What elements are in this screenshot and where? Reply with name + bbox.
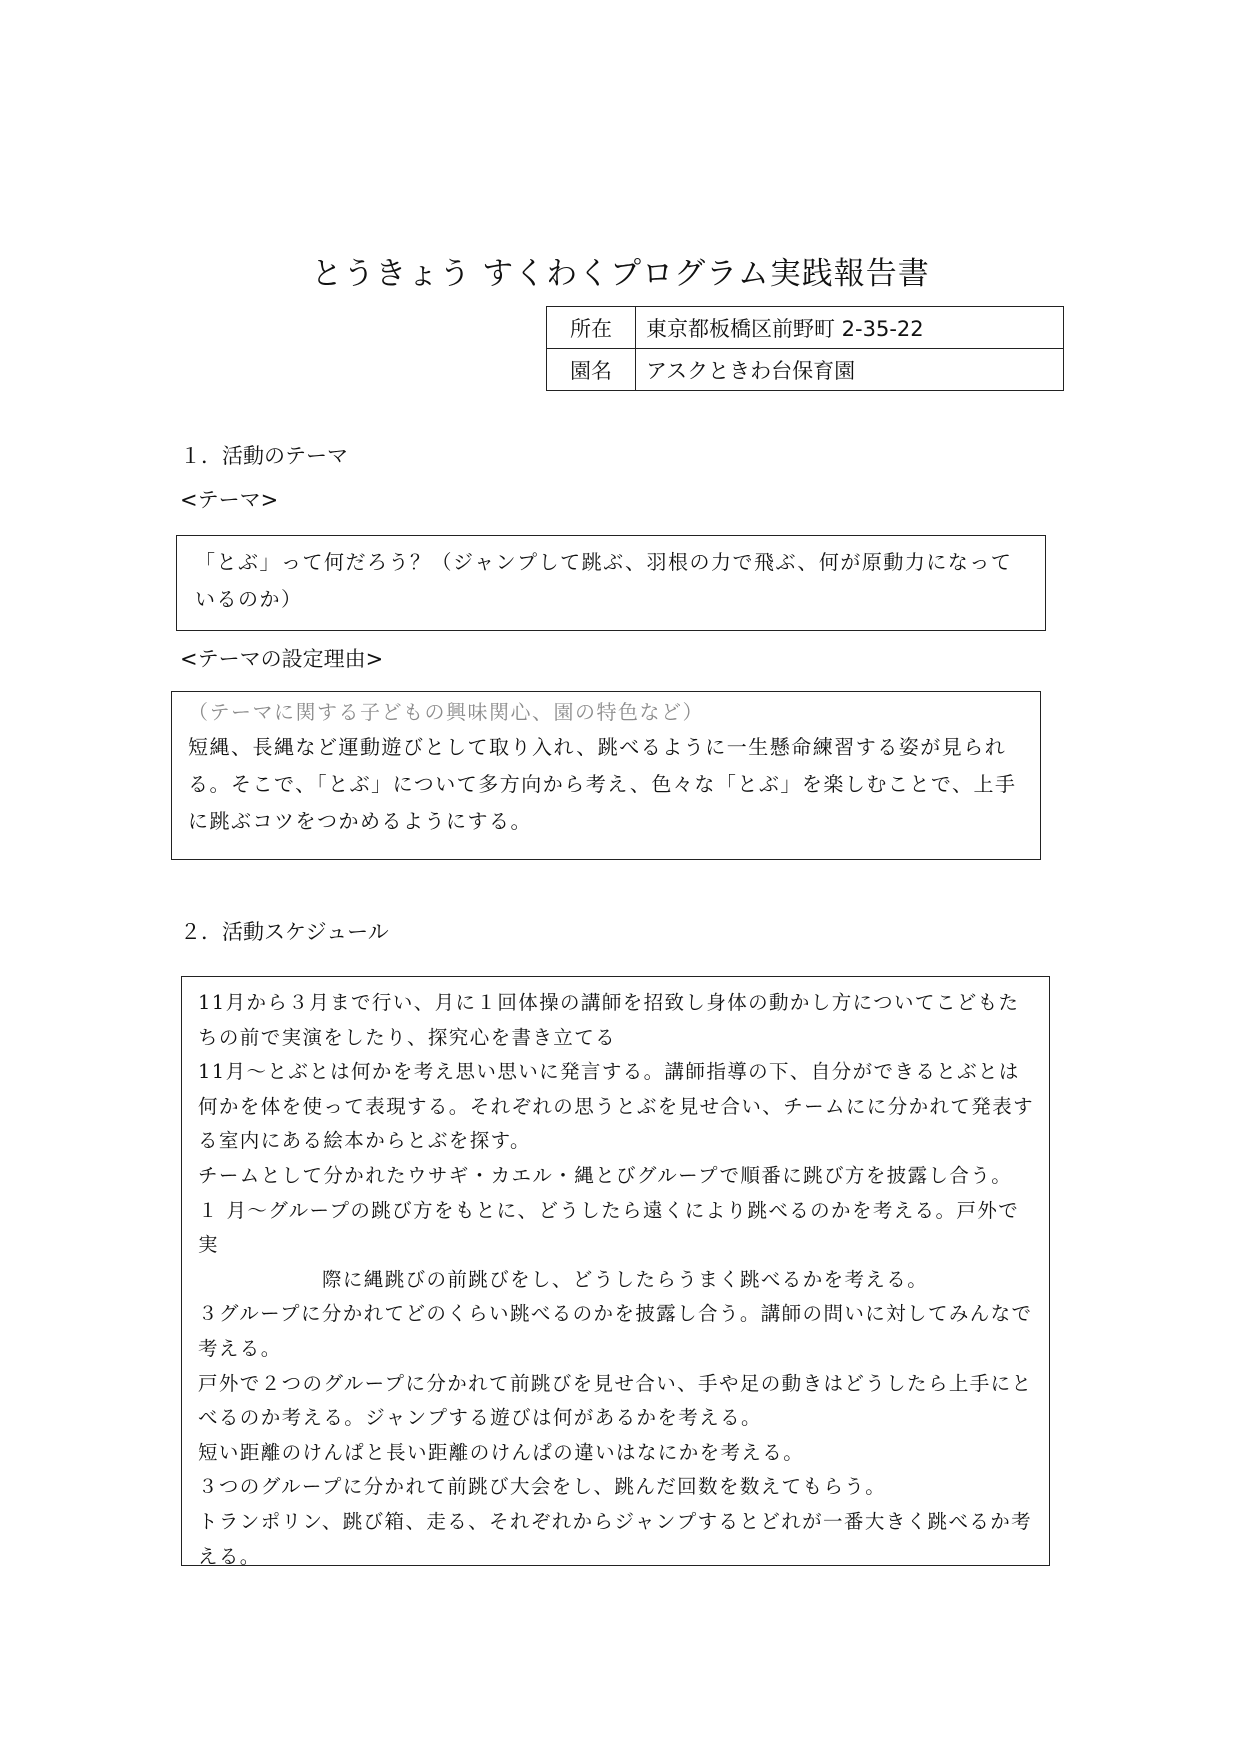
location-label: 所在 (547, 307, 636, 349)
schedule-line: 戸外で２つのグループに分かれて前跳びを見せ合い、手や足の動きはどうしたら上手にとべるのか考える。ジャンプする遊びは何があるかを考える。 (198, 1371, 1033, 1430)
schedule-line: １ 月～グループの跳び方をもとに、どうしたら遠くにより跳べるのかを考える。戸外で実 (198, 1198, 1020, 1257)
schedule-line: 11月から３月まで行い、月に１回体操の講師を招致し身体の動かし方についてこどもたちの前で実演をしたり、探究心を書き立てる (198, 991, 1020, 1049)
schedule-line: ３グループに分かれてどのくらい跳べるのかを披露し合う。講師の問いに対してみんなで考える。 (198, 1302, 1033, 1360)
info-table (546, 306, 1064, 391)
theme-text: 「とぶ」って何だろう？（ジャンプして跳ぶ、羽根の力で飛ぶ、何が原動力になっているのか） (195, 550, 1013, 611)
schedule-box (181, 976, 1050, 1566)
page-title: とうきょう すくわくプログラム実践報告書 (311, 256, 930, 292)
name-label: 園名 (547, 349, 636, 391)
info-row-location (547, 307, 1064, 349)
schedule-line: トランポリン、跳び箱、走る、それぞれからジャンプするとどれが一番大きく跳べるか考える。 (198, 1509, 1033, 1568)
reason-label: <テーマの設定理由> (180, 647, 384, 671)
reason-hint: （テーマに関する子どもの興味関心、園の特色など） (188, 700, 704, 724)
reason-text: 短縄、長縄など運動遊びとして取り入れ、跳べるように一生懸命練習する姿が見られる。そこで、「とぶ」について多方向から考え、色々な「とぶ」を楽しむことで、上手に跳ぶコツをつかめるようにする。 (188, 735, 1017, 833)
info-row-name (547, 349, 1064, 391)
schedule-line: ３つのグループに分かれて前跳び大会をし、跳んだ回数を数えてもらう。 (198, 1475, 887, 1499)
schedule-line: 際に縄跳びの前跳びをし、どうしたらうまく跳べるかを考える。 (322, 1267, 929, 1291)
reason-box (171, 691, 1041, 860)
schedule-line: 短い距離のけんぱと長い距離のけんぱの違いはなにかを考える。 (198, 1440, 805, 1464)
schedule-line: 11月～とぶとは何かを考え思い思いに発言する。講師指導の下、自分ができるとぶとは何かを体を使って表現する。それぞれの思うとぶを見せ合い、チームにに分かれて発表する室内にある絵本からとぶを探す。 (198, 1060, 1035, 1153)
location-value: 東京都板橋区前野町 2-35-22 (636, 307, 1064, 349)
section1-heading: １．活動のテーマ (180, 444, 348, 468)
theme-box (176, 535, 1046, 631)
schedule-line: チームとして分かれたウサギ・カエル・縄とびグループで順番に跳び方を披露し合う。 (198, 1163, 1013, 1187)
section2-heading: ２．活動スケジュール (180, 920, 389, 944)
theme-label: <テーマ> (180, 488, 279, 512)
name-value: アスクときわ台保育園 (636, 349, 1064, 391)
